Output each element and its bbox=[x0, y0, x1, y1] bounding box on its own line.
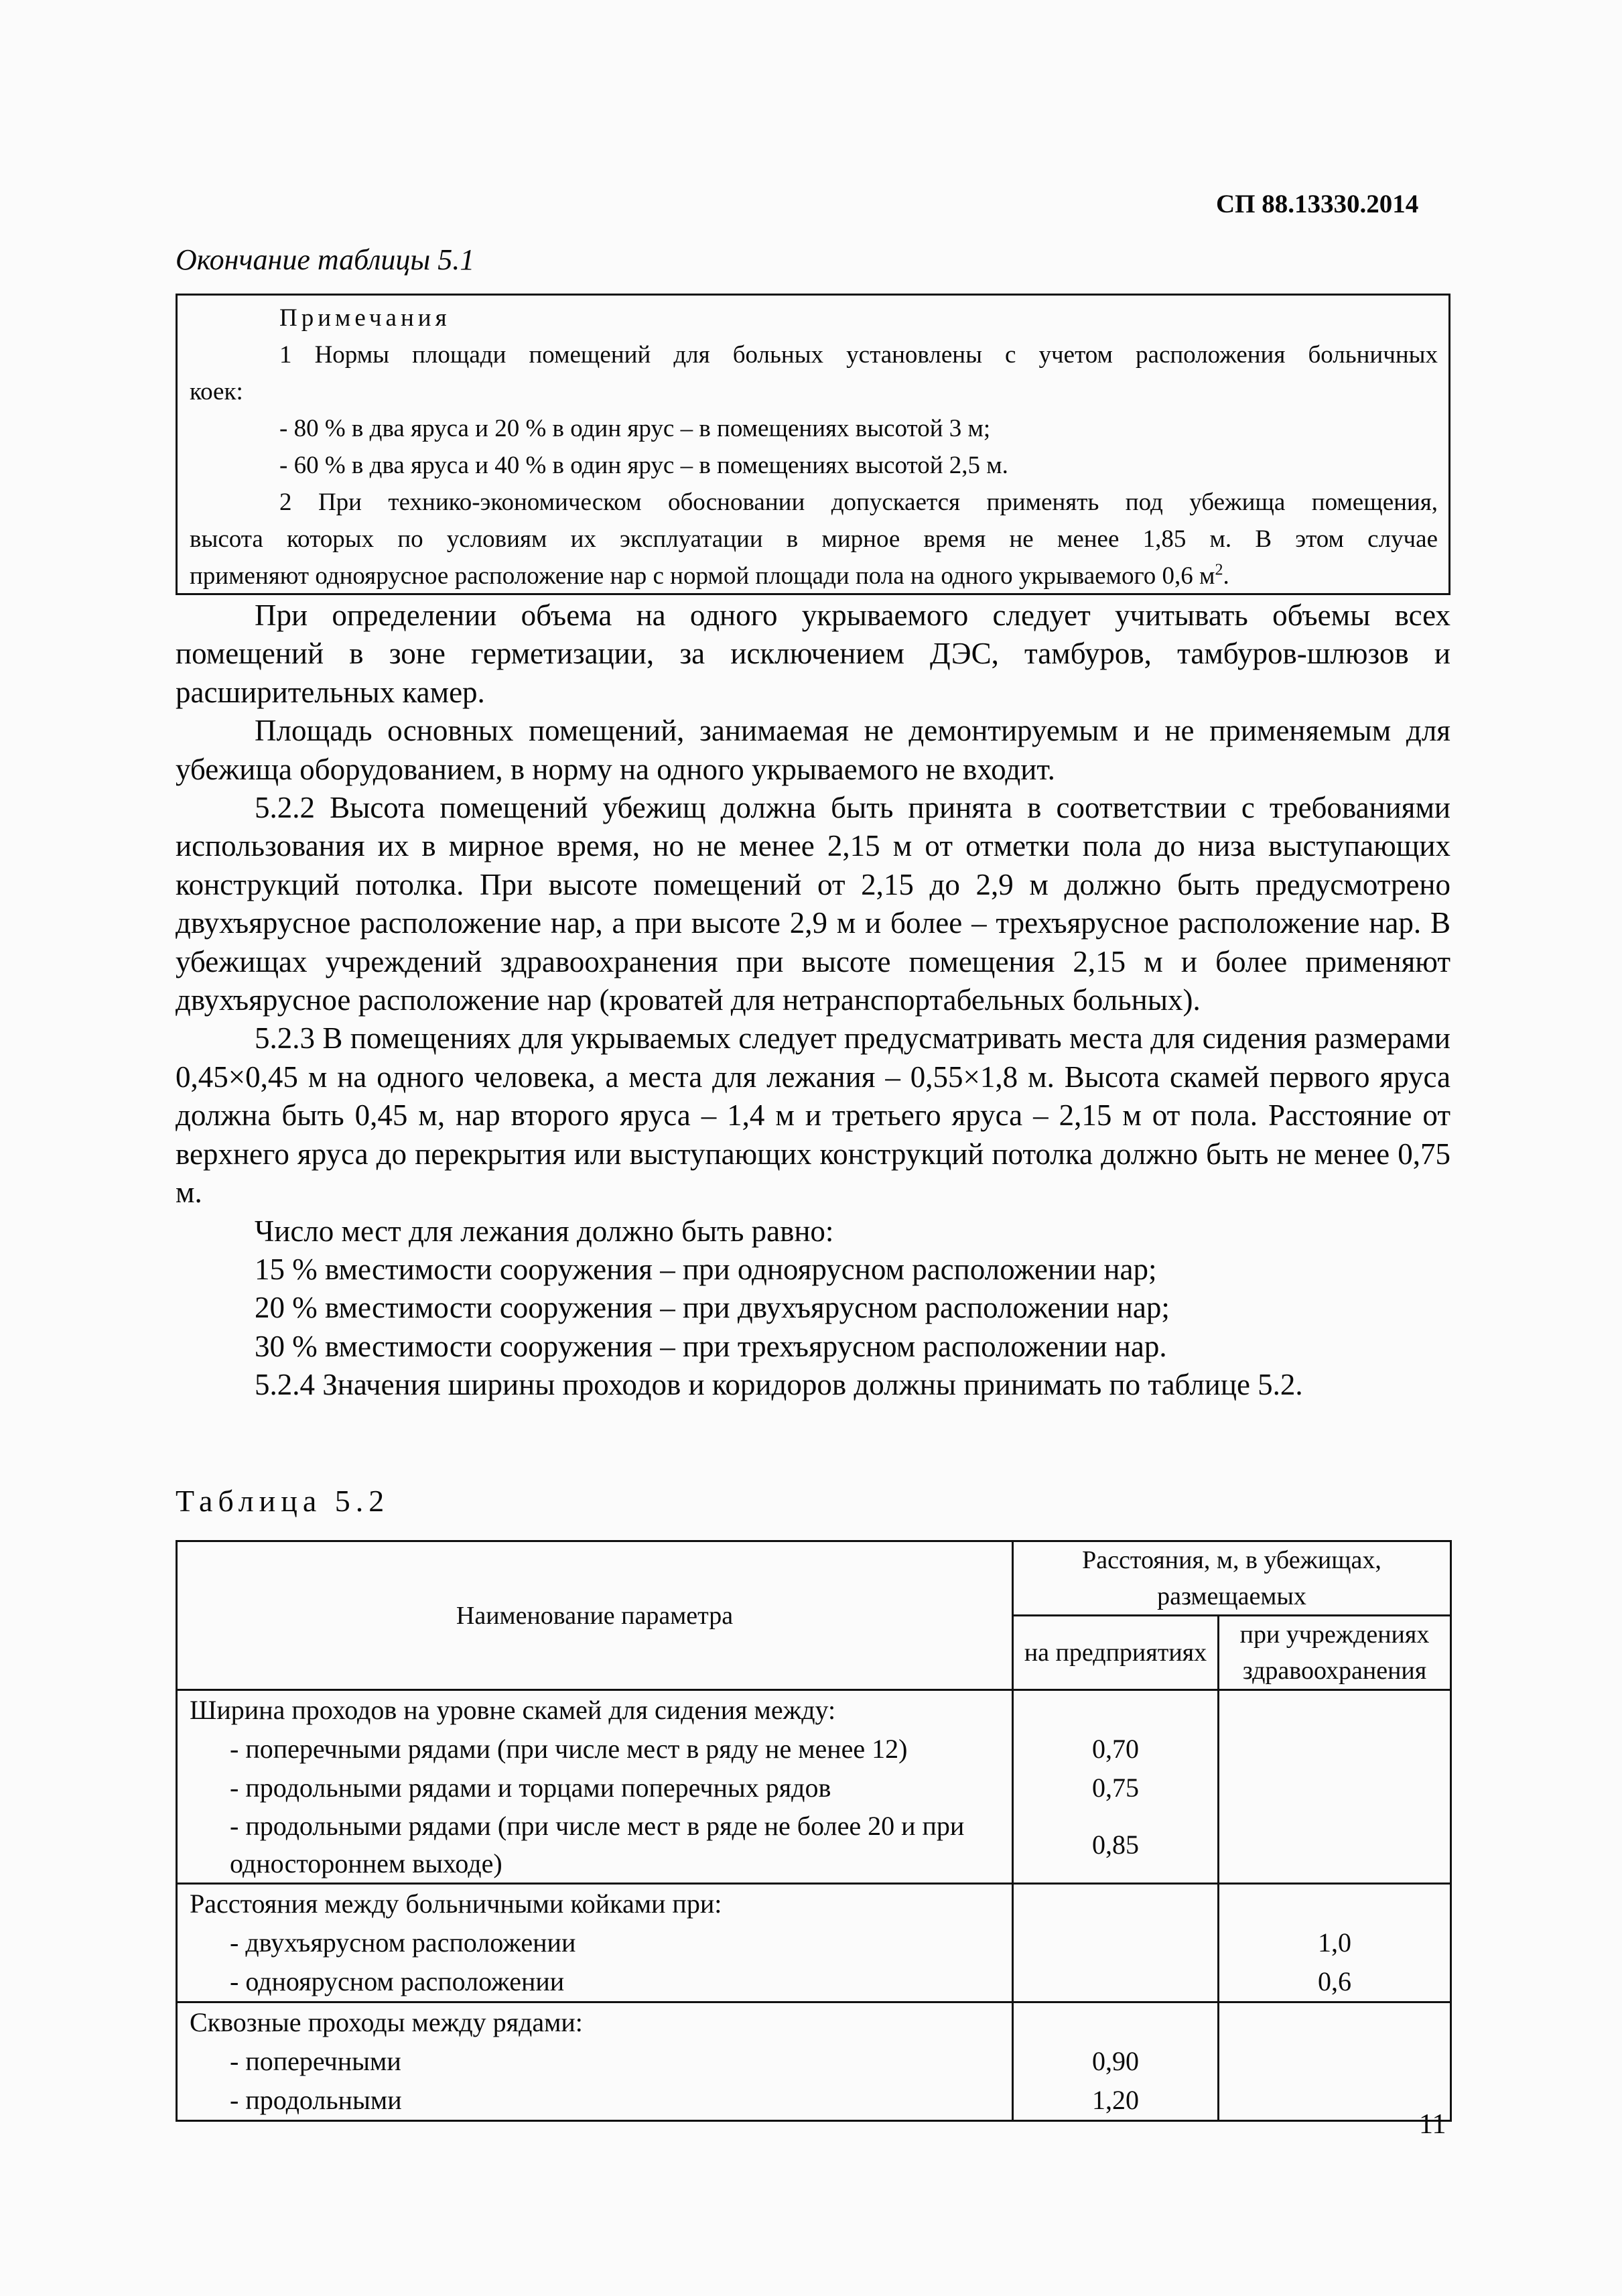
row-name: - поперечными рядами (при числе мест в ряду не менее 12) bbox=[177, 1730, 1013, 1769]
table-row bbox=[177, 1884, 1451, 1924]
note-2-superscript: 2 bbox=[1215, 561, 1223, 579]
row-name: - продольными bbox=[177, 2081, 1013, 2121]
row-enterprise-value bbox=[1013, 1923, 1219, 1962]
row-name: - двухъярусном расположении bbox=[177, 1923, 1013, 1962]
row-name: - продольными рядами (при числе мест в ряде не более 20 и при одностороннем выходе) bbox=[177, 1807, 1013, 1884]
paragraph-lying-places: Число мест для лежания должно быть равно: bbox=[255, 1214, 834, 1248]
row-enterprise-value bbox=[1013, 1690, 1219, 1730]
body-text bbox=[176, 596, 1450, 1405]
note-2-line-3-text: применяют одноярусное расположение нар с нормой площади пола на одного укрываемого 0,6 м bbox=[190, 562, 1215, 590]
table-5-2-caption: Таблица 5.2 bbox=[176, 1484, 390, 1518]
note-1-line-1: 1 Нормы площади помещений для больных установлены с учетом расположения больничных bbox=[279, 341, 1438, 369]
row-name: Ширина проходов на уровне скамей для сидения между: bbox=[177, 1690, 1013, 1730]
document-code: СП 88.13330.2014 bbox=[1216, 190, 1419, 218]
page-number: 11 bbox=[1419, 2109, 1446, 2140]
row-enterprise-value: 0,90 bbox=[1013, 2042, 1219, 2081]
row-health-value bbox=[1219, 2002, 1451, 2043]
table-row bbox=[177, 2081, 1451, 2121]
list-item-3: 30 % вместимости сооружения – при трехъярусном расположении нар. bbox=[255, 1329, 1167, 1363]
note-2-line-3 bbox=[190, 558, 1438, 594]
table-row bbox=[177, 1690, 1451, 1730]
row-health-value bbox=[1219, 2081, 1451, 2121]
row-health-value bbox=[1219, 1690, 1451, 1730]
paragraph-1: При определении объема на одного укрываемого следует учитывать объемы всех помещений в зоне герметизации, за исключением ДЭС, тамбуров, тамбуров-шлюзов и расширительных камер. bbox=[176, 598, 1450, 709]
notes-title: Примечания bbox=[279, 304, 451, 332]
row-enterprise-value bbox=[1013, 2002, 1219, 2043]
row-name: - поперечными bbox=[177, 2042, 1013, 2081]
row-health-value bbox=[1219, 1730, 1451, 1769]
table-5-2 bbox=[176, 1540, 1452, 2122]
row-health-value bbox=[1219, 1769, 1451, 1807]
list-item-1: 15 % вместимости сооружения – при одноярусном расположении нар; bbox=[255, 1252, 1157, 1286]
row-health-value: 1,0 bbox=[1219, 1923, 1451, 1962]
paragraph-2: Площадь основных помещений, занимаемая не демонтируемым и не применяемым для убежища оборудованием, в норму на одного укрываемого не входит. bbox=[176, 714, 1450, 786]
table-row bbox=[177, 2042, 1451, 2081]
note-1-item-2: - 60 % в два яруса и 40 % в один ярус – в помещениях высотой 2,5 м. bbox=[279, 452, 1008, 479]
header-param: Наименование параметра bbox=[177, 1541, 1013, 1690]
row-enterprise-value: 0,85 bbox=[1013, 1807, 1219, 1884]
notes-box bbox=[176, 294, 1450, 595]
row-health-value: 0,6 bbox=[1219, 1962, 1451, 2002]
paragraph-5-2-2: 5.2.2 Высота помещений убежищ должна быть принята в соответствии с требованиями использования их в мирное время, но не менее 2,15 м от отметки пола до низа выступающих конструкций потолка. При высоте помещений от 2,15 до 2,9 м должно быть предусмотрено двухъярусное расположение нар, а при высоте 2,9 м и более – трехъярусное расположение нар. В убежищах учреждений здравоохранения при высоте помещения 2,15 м и более применяют двухъярусное расположение нар (кроватей для нетранспортабельных больных). bbox=[176, 791, 1450, 1017]
row-name: - продольными рядами и торцами поперечных рядов bbox=[177, 1769, 1013, 1807]
table-row bbox=[177, 1769, 1451, 1807]
note-2-line-1: 2 При технико-экономическом обосновании допускается применять под убежища помещения, bbox=[279, 489, 1438, 516]
table-row bbox=[177, 1730, 1451, 1769]
row-enterprise-value bbox=[1013, 1962, 1219, 2002]
note-1-line-2: коек: bbox=[190, 378, 243, 405]
row-enterprise-value: 0,75 bbox=[1013, 1769, 1219, 1807]
table-row bbox=[177, 1923, 1451, 1962]
row-health-value bbox=[1219, 2042, 1451, 2081]
paragraph-5-2-4: 5.2.4 Значения ширины проходов и коридоров должны принимать по таблице 5.2. bbox=[255, 1368, 1303, 1402]
list-item-2: 20 % вместимости сооружения – при двухъярусном расположении нар; bbox=[255, 1291, 1170, 1325]
table-row bbox=[177, 1807, 1451, 1884]
note-2-end: . bbox=[1223, 562, 1229, 590]
row-enterprise-value: 1,20 bbox=[1013, 2081, 1219, 2121]
row-name: Расстояния между больничными койками при: bbox=[177, 1884, 1013, 1924]
note-2-line-2: высота которых по условиям их эксплуатации в мирное время не менее 1,85 м. В этом случае bbox=[190, 525, 1438, 553]
note-1-item-1: - 80 % в два яруса и 20 % в один ярус – в помещениях высотой 3 м; bbox=[279, 415, 991, 442]
row-name: Сквозные проходы между рядами: bbox=[177, 2002, 1013, 2043]
row-health-value bbox=[1219, 1884, 1451, 1924]
row-health-value bbox=[1219, 1807, 1451, 1884]
paragraph-5-2-3: 5.2.3 В помещениях для укрываемых следует предусматривать места для сидения размерами 0,45×0,45 м на одного человека, а места для лежания – 0,55×1,8 м. Высота скамей первого яруса должна быть 0,45 м, нар второго яруса – 1,4 м и третьего яруса – 2,15 м от пола. Расстояние от верхнего яруса до перекрытия или выступающих конструкций потолка должно быть не менее 0,75 м. bbox=[176, 1021, 1450, 1210]
header-health: при учреждениях здравоохранения bbox=[1219, 1616, 1451, 1690]
table-row bbox=[177, 1962, 1451, 2002]
row-enterprise-value bbox=[1013, 1884, 1219, 1924]
header-enterprise: на предприятиях bbox=[1013, 1616, 1219, 1690]
header-distances: Расстояния, м, в убежищах, размещаемых bbox=[1013, 1541, 1451, 1616]
row-enterprise-value: 0,70 bbox=[1013, 1730, 1219, 1769]
table-row bbox=[177, 2002, 1451, 2043]
table-5-1-end-caption: Окончание таблицы 5.1 bbox=[176, 243, 475, 276]
row-name: - одноярусном расположении bbox=[177, 1962, 1013, 2002]
